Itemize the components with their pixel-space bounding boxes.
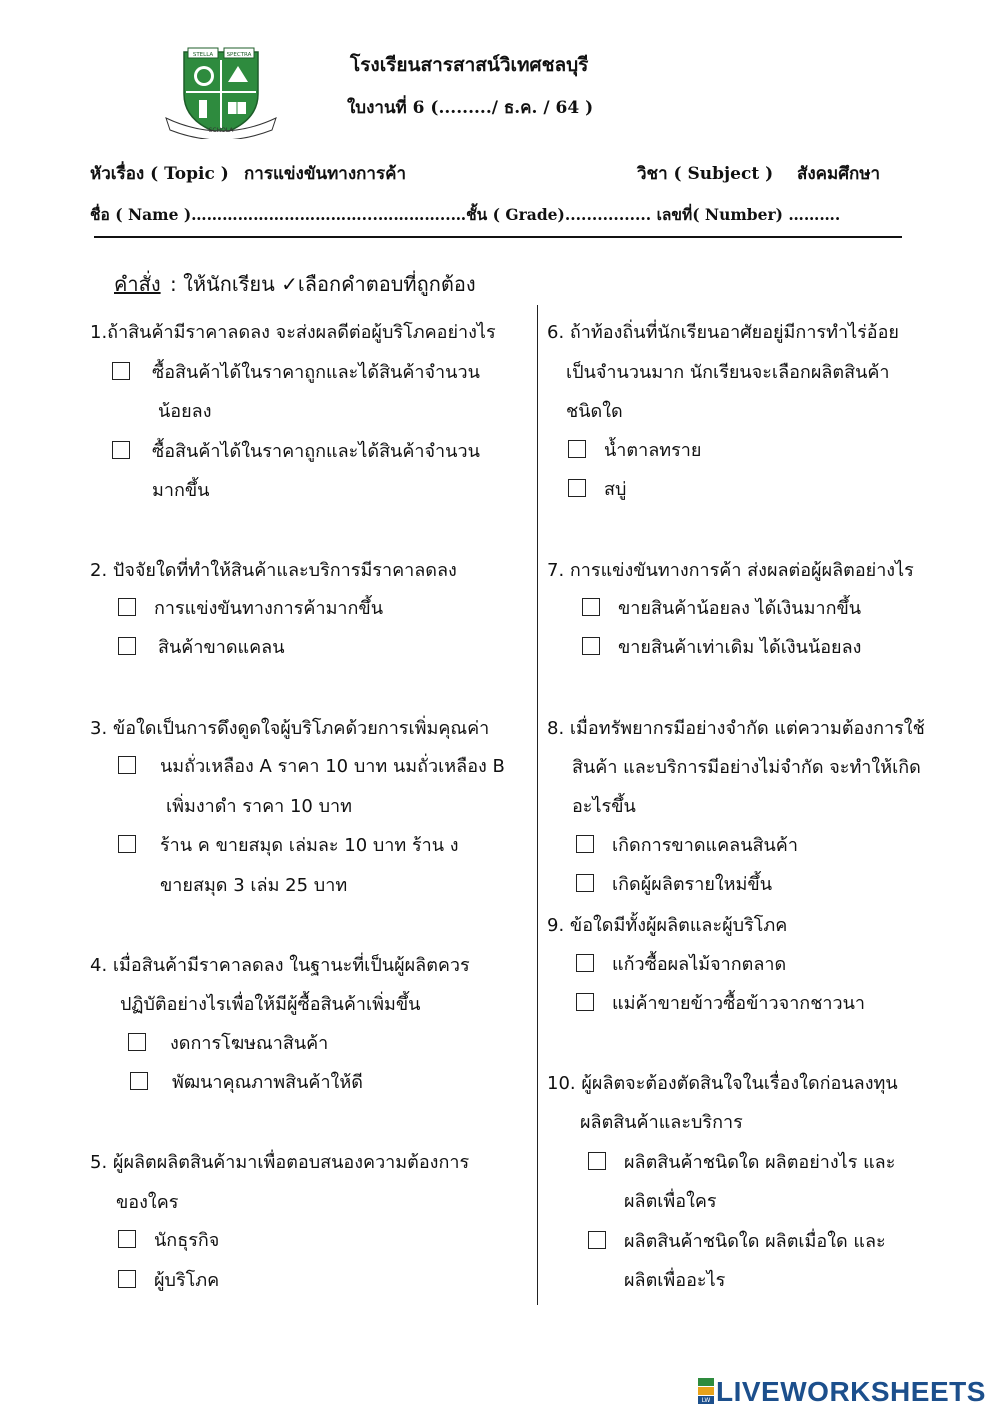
q1-option2-text: ซื้อสินค้าได้ในราคาถูกและได้สินค้าจำนวน bbox=[152, 441, 480, 462]
column-divider bbox=[537, 305, 538, 1305]
q2-option1-text: การแข่งขันทางการค้ามากขึ้น bbox=[154, 598, 384, 619]
q1-option1-text: ซื้อสินค้าได้ในราคาถูกและได้สินค้าจำนวน bbox=[152, 362, 480, 383]
q5-option1-text: นักธุรกิจ bbox=[154, 1230, 220, 1251]
q2-text: 2. ปัจจัยใดที่ทำให้สินค้าและบริการมีราคาลดลง bbox=[90, 560, 457, 581]
q6-text: 6. ถ้าท้องถิ่นที่นักเรียนอาศัยอยู่มีการทำไร่อ้อย bbox=[547, 322, 899, 343]
q1-option1-checkbox[interactable] bbox=[112, 362, 130, 380]
q2-option2-text: สินค้าขาดแคลน bbox=[158, 637, 285, 658]
q8-text: 8. เมื่อทรัพยากรมีอย่างจำกัด แต่ความต้องการใช้ bbox=[547, 718, 925, 739]
q1-option2-checkbox[interactable] bbox=[112, 441, 130, 459]
q7-option1-text: ขายสินค้าน้อยลง ได้เงินมากขึ้น bbox=[618, 598, 862, 619]
instruction-label: คำสั่ง bbox=[114, 272, 161, 296]
q8-option2-text: เกิดผู้ผลิตรายใหม่ขึ้น bbox=[612, 874, 773, 895]
q4-option2-checkbox[interactable] bbox=[130, 1072, 148, 1090]
header-divider bbox=[94, 236, 902, 238]
q5-text-cont: ของใคร bbox=[116, 1192, 179, 1213]
worksheet-number: ใบงานที่ 6 (........./ ธ.ค. / 64 ) bbox=[347, 98, 594, 118]
q5-text: 5. ผู้ผลิตผลิตสินค้ามาเพื่อตอบสนองความต้องการ bbox=[90, 1152, 470, 1173]
q4-option1-text: งดการโฆษณาสินค้า bbox=[170, 1033, 329, 1054]
subject-label: วิชา ( Subject ) bbox=[637, 164, 774, 184]
q6-text-cont1: เป็นจำนวนมาก นักเรียนจะเลือกผลิตสินค้า bbox=[566, 362, 890, 383]
q3-option2-text-cont: ขายสมุด 3 เล่ม 25 บาท bbox=[160, 875, 348, 896]
q1-option1-text-cont: น้อยลง bbox=[158, 401, 212, 422]
q3-option1-checkbox[interactable] bbox=[118, 756, 136, 774]
q10-option2-checkbox[interactable] bbox=[588, 1231, 606, 1249]
q9-option2-checkbox[interactable] bbox=[576, 993, 594, 1011]
q1-option2-text-cont: มากขึ้น bbox=[152, 480, 210, 501]
liveworksheets-mark-text: LW bbox=[701, 1397, 711, 1404]
instruction-text: : ให้นักเรียน ✓เลือกคำตอบที่ถูกต้อง bbox=[170, 272, 476, 296]
name-grade-number-line: ชื่อ ( Name )……………………………...…………..…ชั้น ( Grade)................ เลขที่( Number) ………. bbox=[90, 205, 841, 224]
q7-text: 7. การแข่งขันทางการค้า ส่งผลต่อผู้ผลิตอย่างไร bbox=[547, 560, 914, 581]
q8-text-cont2: อะไรขึ้น bbox=[572, 796, 636, 817]
q3-text: 3. ข้อใดเป็นการดึงดูดใจผู้บริโภคด้วยการเพิ่มคุณค่า bbox=[90, 718, 490, 739]
q6-text-cont2: ชนิดใด bbox=[566, 401, 623, 422]
q6-option1-text: น้ำตาลทราย bbox=[604, 440, 702, 461]
q5-option1-checkbox[interactable] bbox=[118, 1230, 136, 1248]
school-crest-logo bbox=[162, 44, 280, 139]
crest-ribbon-right: SPECTRA bbox=[226, 52, 252, 58]
q6-option1-checkbox[interactable] bbox=[568, 440, 586, 458]
liveworksheets-brand: LIVEWORKSHEETS bbox=[716, 1376, 986, 1407]
q3-option2-checkbox[interactable] bbox=[118, 835, 136, 853]
q10-option1-text-cont: ผลิตเพื่อใคร bbox=[624, 1191, 717, 1212]
q4-option2-text: พัฒนาคุณภาพสินค้าให้ดี bbox=[172, 1072, 363, 1093]
school-name: โรงเรียนสารสาสน์วิเทศชลบุรี bbox=[350, 54, 589, 76]
q7-option1-checkbox[interactable] bbox=[582, 598, 600, 616]
q10-option1-text: ผลิตสินค้าชนิดใด ผลิตอย่างไร และ bbox=[624, 1152, 896, 1173]
q4-text: 4. เมื่อสินค้ามีราคาลดลง ในฐานะที่เป็นผู้ผลิตควร bbox=[90, 955, 470, 976]
q9-option1-checkbox[interactable] bbox=[576, 954, 594, 972]
q9-text: 9. ข้อใดมีทั้งผู้ผลิตและผู้บริโภค bbox=[547, 915, 788, 936]
q9-option1-text: แก้วซื้อผลไม้จากตลาด bbox=[612, 954, 787, 975]
subject-value: สังคมศึกษา bbox=[797, 164, 881, 184]
q10-text: 10. ผู้ผลิตจะต้องตัดสินใจในเรื่องใดก่อนลงทุน bbox=[547, 1073, 898, 1094]
q5-option2-text: ผู้บริโภค bbox=[154, 1270, 220, 1291]
q9-option2-text: แม่ค้าขายข้าวซื้อข้าวจากชาวนา bbox=[612, 993, 866, 1014]
q7-option2-checkbox[interactable] bbox=[582, 637, 600, 655]
q1-text: 1.ถ้าสินค้ามีราคาลดลง จะส่งผลดีต่อผู้บริโภคอย่างไร bbox=[90, 322, 496, 343]
q4-text-cont: ปฏิบัติอย่างไรเพื่อให้มีผู้ซื้อสินค้าเพิ่มขึ้น bbox=[120, 994, 421, 1015]
q2-option1-checkbox[interactable] bbox=[118, 598, 136, 616]
q4-option1-checkbox[interactable] bbox=[128, 1033, 146, 1051]
topic-label: หัวเรื่อง ( Topic ) bbox=[90, 164, 229, 184]
q8-text-cont1: สินค้า และบริการมีอย่างไม่จำกัด จะทำให้เกิด bbox=[572, 757, 921, 778]
q10-text-cont: ผลิตสินค้าและบริการ bbox=[580, 1112, 743, 1133]
q5-option2-checkbox[interactable] bbox=[118, 1270, 136, 1288]
q6-option2-checkbox[interactable] bbox=[568, 479, 586, 497]
q7-option2-text: ขายสินค้าเท่าเดิม ได้เงินน้อยลง bbox=[618, 637, 862, 658]
q3-option2-text: ร้าน ค ขายสมุด เล่มละ 10 บาท ร้าน ง bbox=[160, 835, 459, 856]
q3-option1-text: นมถั่วเหลือง A ราคา 10 บาท นมถั่วเหลือง B bbox=[160, 756, 505, 777]
q8-option2-checkbox[interactable] bbox=[576, 874, 594, 892]
q6-option2-text: สบู่ bbox=[604, 479, 627, 500]
q10-option2-text: ผลิตสินค้าชนิดใด ผลิตเมื่อใด และ bbox=[624, 1231, 886, 1252]
crest-motto: SCHOLA bbox=[208, 127, 234, 134]
q8-option1-checkbox[interactable] bbox=[576, 835, 594, 853]
q8-option1-text: เกิดการขาดแคลนสินค้า bbox=[612, 835, 798, 856]
q10-option1-checkbox[interactable] bbox=[588, 1152, 606, 1170]
topic-value: การแข่งขันทางการค้า bbox=[244, 164, 407, 184]
q2-option2-checkbox[interactable] bbox=[118, 637, 136, 655]
q10-option2-text-cont: ผลิตเพื่ออะไร bbox=[624, 1270, 726, 1291]
crest-ribbon-left: STELLA bbox=[192, 52, 214, 58]
liveworksheets-mark-icon bbox=[698, 1378, 714, 1404]
q3-option1-text-cont: เพิ่มงาดำ ราคา 10 บาท bbox=[166, 796, 352, 817]
